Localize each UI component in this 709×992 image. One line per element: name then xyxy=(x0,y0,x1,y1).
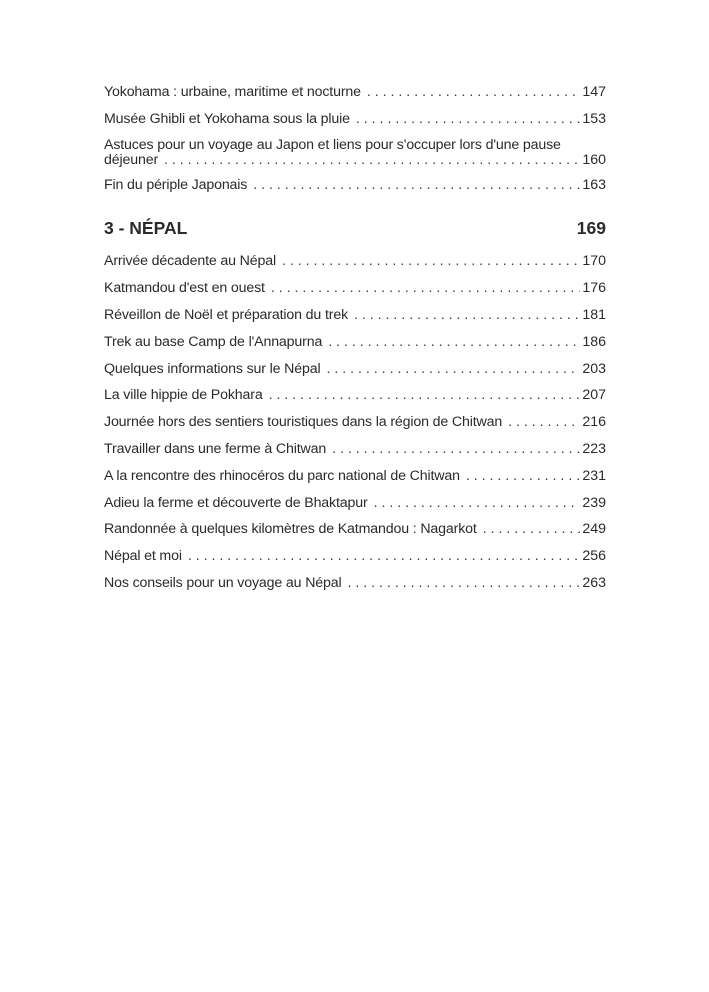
toc-leader-dots xyxy=(483,521,581,538)
toc-entry-page: 163 xyxy=(582,177,606,194)
toc-entry-title: Journée hors des sentiers touristiques dans la région de Chitwan xyxy=(104,414,503,431)
toc-leader-dots xyxy=(367,84,580,101)
toc-entry-title: Trek au base Camp de l'Annapurna xyxy=(104,333,323,350)
toc-section-japan xyxy=(104,84,606,194)
toc-entry-title: Réveillon de Noël et préparation du trek xyxy=(104,306,349,323)
toc-entry[interactable] xyxy=(104,307,606,324)
toc-leader-dots xyxy=(164,153,580,168)
toc-entry-title: Randonnée à quelques kilomètres de Katmandou : Nagarkot xyxy=(104,521,477,538)
table-of-contents xyxy=(104,84,606,602)
toc-entry[interactable] xyxy=(104,441,606,458)
toc-entry[interactable] xyxy=(104,253,606,270)
chapter-title: 3 - NÉPAL xyxy=(104,218,188,239)
toc-leader-dots xyxy=(466,468,581,485)
toc-leader-dots xyxy=(188,548,580,565)
toc-entry[interactable] xyxy=(104,575,606,592)
toc-entry[interactable] xyxy=(104,521,606,538)
toc-entry-page: 186 xyxy=(582,333,606,350)
toc-section-nepal xyxy=(104,253,606,592)
toc-entry-title: A la rencontre des rhinocéros du parc national de Chitwan xyxy=(104,467,460,484)
toc-leader-dots xyxy=(282,253,580,270)
toc-entry[interactable] xyxy=(104,177,606,194)
toc-entry-title: Katmandou d'est en ouest xyxy=(104,280,265,297)
toc-leader-dots xyxy=(348,575,581,592)
toc-entry-title: Nos conseils pour un voyage au Népal xyxy=(104,574,342,591)
toc-entry-page: 160 xyxy=(582,151,606,168)
toc-entry[interactable] xyxy=(104,280,606,297)
toc-entry-page: 263 xyxy=(582,574,606,591)
toc-leader-dots xyxy=(328,334,580,351)
toc-entry-title-line2: déjeuner xyxy=(104,151,159,168)
toc-entry[interactable] xyxy=(104,495,606,512)
toc-entry[interactable] xyxy=(104,548,606,565)
toc-entry-line2 xyxy=(104,153,606,168)
toc-entry-title: Fin du périple Japonais xyxy=(104,177,248,194)
toc-entry-title: Népal et moi xyxy=(104,548,182,565)
toc-entry-title: Arrivée décadente au Népal xyxy=(104,253,276,270)
toc-leader-dots xyxy=(271,280,581,297)
toc-entry-page: 207 xyxy=(582,387,606,404)
toc-entry[interactable] xyxy=(104,138,606,168)
toc-entry-title-line1: Astuces pour un voyage au Japon et liens pour s'occuper lors d'une pause xyxy=(104,136,561,153)
toc-entry[interactable] xyxy=(104,361,606,378)
toc-entry-page: 147 xyxy=(582,84,606,100)
toc-entry-page: 216 xyxy=(582,414,606,431)
toc-entry-page: 239 xyxy=(582,494,606,511)
toc-entry[interactable] xyxy=(104,414,606,431)
toc-leader-dots xyxy=(253,177,580,194)
toc-leader-dots xyxy=(356,111,580,128)
toc-leader-dots xyxy=(374,495,581,512)
toc-entry[interactable] xyxy=(104,387,606,404)
toc-entry-page: 170 xyxy=(582,253,606,270)
chapter-page: 169 xyxy=(576,218,606,239)
toc-entry-title: Quelques informations sur le Népal xyxy=(104,360,321,377)
toc-entry-page: 203 xyxy=(582,360,606,377)
toc-entry[interactable] xyxy=(104,334,606,351)
toc-entry[interactable] xyxy=(104,111,606,128)
toc-entry-page: 256 xyxy=(582,548,606,565)
toc-entry-page: 153 xyxy=(582,110,606,127)
toc-leader-dots xyxy=(327,361,581,378)
toc-entry-page: 231 xyxy=(582,467,606,484)
toc-entry-title: Travailler dans une ferme à Chitwan xyxy=(104,440,327,457)
toc-entry-title: La ville hippie de Pokhara xyxy=(104,387,263,404)
toc-leader-dots xyxy=(269,387,581,404)
toc-leader-dots xyxy=(508,414,580,431)
toc-entry-title: Yokohama : urbaine, maritime et nocturne xyxy=(104,84,361,100)
toc-leader-dots xyxy=(332,441,580,458)
toc-entry-page: 181 xyxy=(582,306,606,323)
toc-entry[interactable] xyxy=(104,468,606,485)
toc-entry-page: 223 xyxy=(582,440,606,457)
toc-leader-dots xyxy=(354,307,580,324)
toc-entry-title: Musée Ghibli et Yokohama sous la pluie xyxy=(104,110,350,127)
toc-entry-page: 176 xyxy=(582,280,606,297)
toc-entry-title: Adieu la ferme et découverte de Bhaktapur xyxy=(104,494,368,511)
toc-entry[interactable] xyxy=(104,84,606,101)
toc-entry-page: 249 xyxy=(582,521,606,538)
chapter-heading[interactable] xyxy=(104,217,606,239)
